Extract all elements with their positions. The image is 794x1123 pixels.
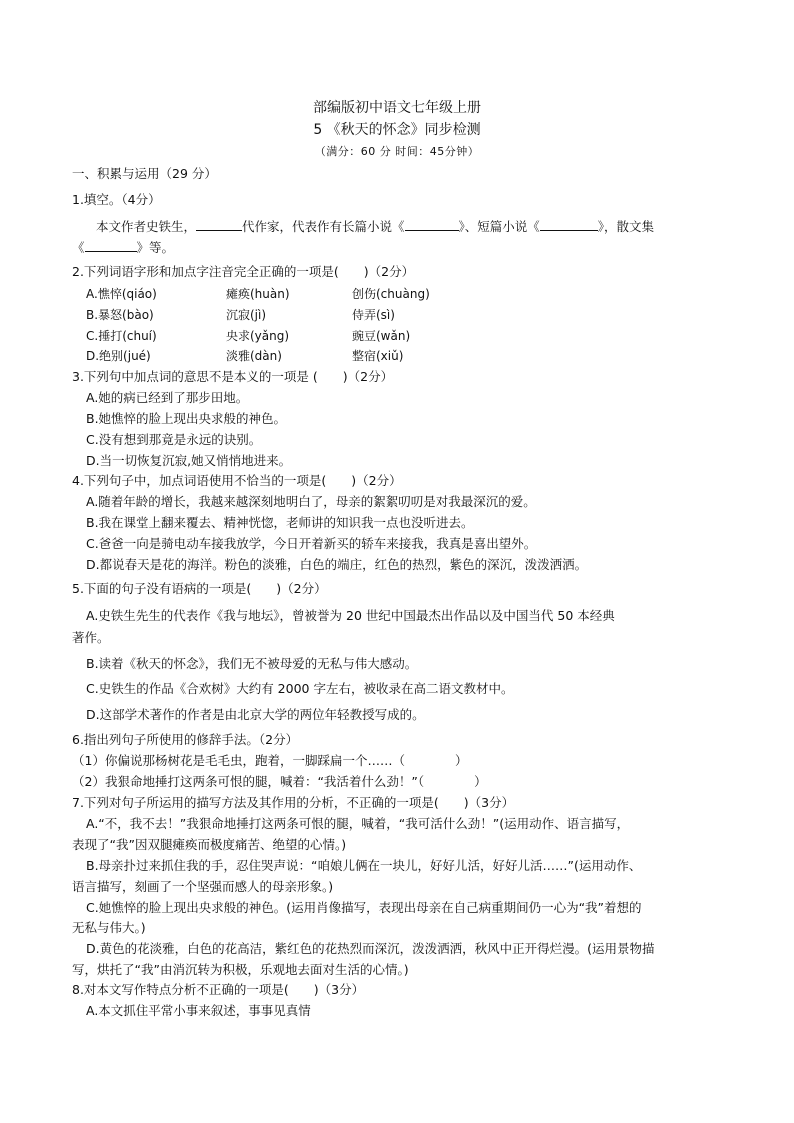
q1-text-d: 》，散文集 (597, 219, 655, 234)
question-7-stem: 7.下列对句子所运用的描写方法及其作用的分析，不正确的一项是( )（3分） (72, 795, 515, 810)
q2-option-d[interactable]: D.绝别(jué) (86, 349, 151, 363)
section-heading: 一、积累与运用（29 分） (72, 166, 217, 181)
q3-option-b[interactable]: B.她憔悴的脸上现出央求般的神色。 (86, 411, 287, 426)
q5-option-a[interactable]: A.史铁生先生的代表作《我与地坛》，曾被誉为 20 世纪中国最杰出作品以及中国当代 50 本经典 (86, 608, 615, 623)
q3-option-d[interactable]: D.当一切恢复沉寂,她又悄悄地进来。 (86, 453, 292, 468)
fill-blank[interactable] (196, 217, 242, 231)
q1-text-e: 《 (72, 240, 85, 255)
q2-word: 沉寂(jì) (226, 308, 267, 322)
question-4-stem: 4.下列句子中，加点词语使用不恰当的一项是( )（2分） (72, 473, 402, 488)
q7-option-d-cont: 写，烘托了“我”由消沉转为积极，乐观地去面对生活的心情。) (72, 962, 409, 977)
question-8-stem: 8.对本文写作特点分析不正确的一项是( )（3分） (72, 982, 365, 997)
q8-option-a[interactable]: A.本文抓住平常小事来叙述，事事见真情 (86, 1003, 311, 1018)
q1-text-f: 》等。 (136, 240, 175, 255)
page-subtitle: 5 《秋天的怀念》同步检测 (313, 122, 481, 138)
q7-option-d[interactable]: D.黄色的花淡雅，白色的花高洁，紫红色的花热烈而深沉，泼泼洒洒，秋风中正开得烂漫。(运用景物描 (86, 941, 655, 956)
q7-option-b-cont: 语言描写，刻画了一个坚强而感人的母亲形象。) (72, 879, 334, 894)
question-2-stem: 2.下列词语字形和加点字注音完全正确的一项是( )（2分） (72, 264, 415, 279)
q4-option-b[interactable]: B.我在课堂上翻来覆去、精神恍惚，老师讲的知识我一点也没听进去。 (86, 515, 474, 530)
q1-text-b: 代作家，代表作有长篇小说《 (242, 219, 405, 234)
q7-option-c[interactable]: C.她憔悴的脸上现出央求般的神色。(运用肖像描写，表现出母亲在自己病重期间仍一心为“我”着想的 (86, 900, 642, 915)
q3-option-c[interactable]: C.没有想到那竟是永远的诀别。 (86, 432, 262, 447)
q2-option-a[interactable]: A.憔悴(qiáo) (86, 287, 157, 301)
question-5-stem: 5.下面的句子没有语病的一项是( )（2分） (72, 581, 327, 596)
question-6-stem: 6.指出列句子所使用的修辞手法。（2分） (72, 732, 299, 747)
q2-option-c[interactable]: C.捶打(chuí) (86, 329, 157, 343)
q2-word: 整宿(xiǔ) (352, 349, 404, 363)
q5-option-d[interactable]: D.这部学术著作的作者是由北京大学的两位年轻教授写成的。 (86, 707, 425, 722)
q2-word: 豌豆(wǎn) (352, 329, 411, 343)
page-title: 部编版初中语文七年级上册 (313, 100, 481, 116)
q5-option-c[interactable]: C.史铁生的作品《合欢树》大约有 2000 字左右，被收录在高二语文教材中。 (86, 681, 514, 696)
q7-option-c-cont: 无私与伟大。) (72, 920, 146, 935)
question-3-stem: 3.下列句中加点词的意思不是本义的一项是 ( )（2分） (72, 369, 394, 384)
q7-option-a-cont: 表现了“我”因双腿瘫痪而极度痛苦、绝望的心情。) (72, 837, 347, 852)
q7-option-a[interactable]: A.“不，我不去！”我狠命地捶打这两条可恨的腿，喊着，“我可活什么劲！”(运用动作、语言描写， (86, 816, 630, 831)
q7-option-b[interactable]: B.母亲扑过来抓住我的手，忍住哭声说：“咱娘儿俩在一块儿，好好儿活，好好儿活……”(运用动作、 (86, 858, 642, 873)
q4-option-d[interactable]: D.都说春天是花的海洋。粉色的淡雅，白色的端庄，红色的热烈，紫色的深沉，泼泼洒洒。 (86, 557, 588, 572)
question-1-body-2 (72, 238, 722, 257)
question-1-body (96, 217, 722, 236)
q2-word: 淡雅(dàn) (226, 349, 282, 363)
q2-word: 侍弄(sì) (352, 308, 395, 322)
q2-word: 瘫痪(huàn) (226, 287, 290, 301)
q4-option-a[interactable]: A.随着年龄的增长，我越来越深刻地明白了，母亲的絮絮叨叨是对我最深沉的爱。 (86, 494, 536, 509)
q5-option-a-cont: 著作。 (72, 630, 110, 645)
q3-option-a[interactable]: A.她的病已经到了那步田地。 (86, 390, 249, 405)
fill-blank[interactable] (540, 217, 598, 231)
question-1-stem: 1.填空。（4分） (72, 192, 161, 207)
exam-meta: （满分：60 分 时间：45分钟） (314, 145, 480, 158)
q6-sentence-1: （1）你偏说那杨树花是毛毛虫，跑着，一脚踩扁一个……（ ） (72, 753, 468, 768)
fill-blank[interactable] (405, 217, 459, 231)
q1-text-a: 本文作者史铁生， (96, 219, 197, 234)
q2-word: 创伤(chuàng) (352, 287, 430, 301)
fill-blank[interactable] (85, 238, 137, 252)
q1-text-c: 》、短篇小说《 (458, 219, 540, 234)
q6-sentence-2: （2）我狠命地捶打这两条可恨的腿，喊着：“我活着什么劲！”（ ） (72, 774, 487, 789)
q5-option-b[interactable]: B.读着《秋天的怀念》，我们无不被母爱的无私与伟大感动。 (86, 656, 418, 671)
q2-option-b[interactable]: B.暴怒(bào) (86, 308, 154, 322)
q2-word: 央求(yǎng) (226, 329, 290, 343)
q4-option-c[interactable]: C.爸爸一向是骑电动车接我放学，今日开着新买的轿车来接我，我真是喜出望外。 (86, 536, 537, 551)
